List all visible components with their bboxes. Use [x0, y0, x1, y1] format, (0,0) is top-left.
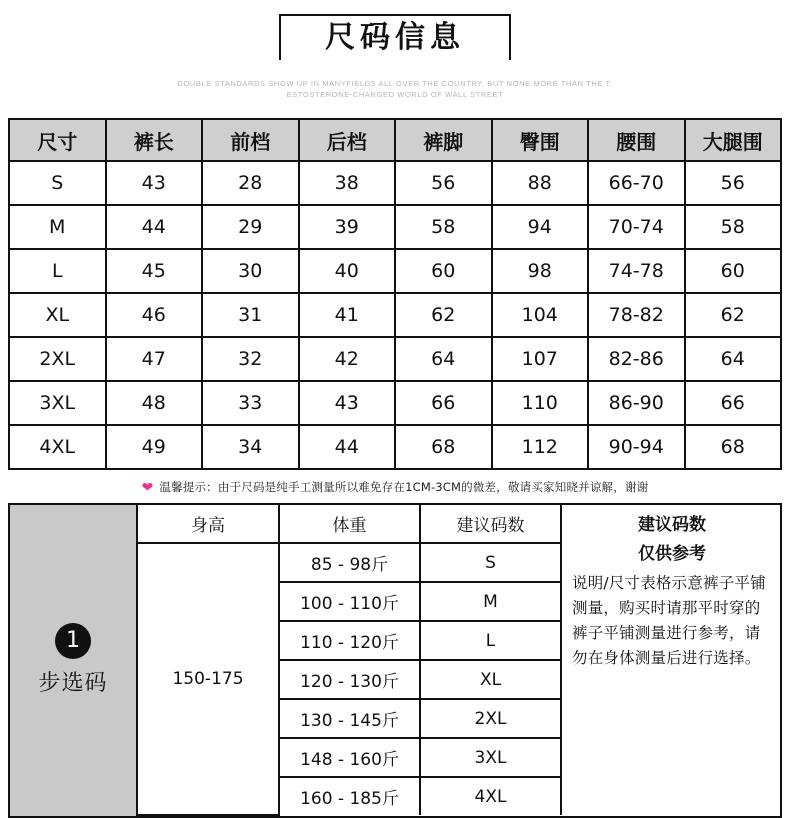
step-number-badge: 1 — [55, 623, 91, 659]
cell-back-rise: 39 — [299, 205, 396, 249]
size-table-header-row — [9, 119, 781, 161]
cell-hip: 98 — [492, 249, 589, 293]
note-body-text: 说明/尺寸表格示意裤子平铺测量，购买时请那平时穿的裤子平铺测量进行参考，请勿在身体测量后进行选择。 — [572, 574, 766, 667]
table-row — [138, 543, 561, 582]
cell-waist: 90-94 — [588, 425, 685, 469]
cell-size: L — [9, 249, 106, 293]
size-col-header-thigh: 大腿围 — [685, 119, 782, 161]
cell-cuff: 64 — [395, 337, 492, 381]
cell-front-rise: 33 — [202, 381, 299, 425]
cell-length: 48 — [106, 381, 203, 425]
cell-length: 49 — [106, 425, 203, 469]
cell-size: XL — [9, 293, 106, 337]
cell-hip: 107 — [492, 337, 589, 381]
cell-waist: 82-86 — [588, 337, 685, 381]
cell-back-rise: 44 — [299, 425, 396, 469]
cell-length: 45 — [106, 249, 203, 293]
title-top-rule — [279, 14, 511, 16]
step-label: 步选码 — [38, 670, 108, 696]
cell-front-rise: 28 — [202, 161, 299, 205]
cell-back-rise: 43 — [299, 381, 396, 425]
cell-length: 44 — [106, 205, 203, 249]
table-row — [9, 425, 781, 469]
cell-hip: 94 — [492, 205, 589, 249]
note-title-line-1: 建议码数 — [638, 515, 706, 535]
cell-thigh: 60 — [685, 249, 782, 293]
cell-length: 47 — [106, 337, 203, 381]
cell-weight-range: 85 - 98斤 — [279, 543, 420, 582]
recommendation-block — [8, 503, 782, 818]
cell-thigh: 68 — [685, 425, 782, 469]
size-table-container — [0, 118, 790, 470]
size-col-header-size: 尺寸 — [9, 119, 106, 161]
subtitle-line-2: ESTOSTERONE-CHARGED WORLD OF WALL STREET — [286, 90, 504, 99]
measurement-tip — [0, 479, 790, 495]
cell-recommended-size: S — [420, 543, 561, 582]
cell-weight-range: 120 - 130斤 — [279, 660, 420, 699]
size-col-header-back-rise: 后档 — [299, 119, 396, 161]
cell-weight-range: 160 - 185斤 — [279, 777, 420, 815]
size-table — [8, 118, 782, 470]
cell-hip: 88 — [492, 161, 589, 205]
size-col-header-cuff: 裤脚 — [395, 119, 492, 161]
cell-front-rise: 34 — [202, 425, 299, 469]
table-row — [9, 249, 781, 293]
cell-waist: 78-82 — [588, 293, 685, 337]
cell-size: 4XL — [9, 425, 106, 469]
table-row — [9, 293, 781, 337]
size-col-header-length: 裤长 — [106, 119, 203, 161]
cell-weight-range: 110 - 120斤 — [279, 621, 420, 660]
heart-icon: ❤ — [141, 479, 154, 495]
cell-back-rise: 42 — [299, 337, 396, 381]
step-column — [10, 505, 138, 816]
page-title: 尺码信息 — [325, 20, 465, 55]
weight-table-header-row — [138, 505, 561, 543]
cell-length: 43 — [106, 161, 203, 205]
cell-weight-range: 100 - 110斤 — [279, 582, 420, 621]
cell-thigh: 64 — [685, 337, 782, 381]
cell-cuff: 56 — [395, 161, 492, 205]
size-col-header-waist: 腰围 — [588, 119, 685, 161]
title-frame — [279, 14, 511, 68]
note-column — [562, 505, 782, 816]
cell-back-rise: 38 — [299, 161, 396, 205]
subtitle-line-1: DOUBLE STANDARDS SHOW UP IN MANYFIELDS ALL OVER THE COUNTRY, BUT NONE MORE THAN THE T. — [177, 79, 613, 88]
cell-recommended-size: 3XL — [420, 738, 561, 777]
cell-front-rise: 31 — [202, 293, 299, 337]
page-subtitle — [0, 78, 790, 100]
size-col-header-front-rise: 前档 — [202, 119, 299, 161]
weight-col-header-weight: 体重 — [279, 505, 420, 543]
table-row — [9, 337, 781, 381]
cell-waist: 74-78 — [588, 249, 685, 293]
size-col-header-hip: 臀围 — [492, 119, 589, 161]
table-row — [9, 205, 781, 249]
measurement-tip-text: 温馨提示：由于尺码是纯手工测量所以难免存在1CM-3CM的微差，敬请买家知晓并谅解，谢谢 — [159, 480, 649, 494]
cell-waist: 70-74 — [588, 205, 685, 249]
cell-hip: 104 — [492, 293, 589, 337]
cell-recommended-size: 2XL — [420, 699, 561, 738]
cell-front-rise: 32 — [202, 337, 299, 381]
cell-waist: 66-70 — [588, 161, 685, 205]
cell-weight-range: 130 - 145斤 — [279, 699, 420, 738]
cell-height-range: 150-175 — [138, 543, 279, 815]
table-row — [9, 161, 781, 205]
cell-cuff: 62 — [395, 293, 492, 337]
cell-thigh: 62 — [685, 293, 782, 337]
weight-col-header-height: 身高 — [138, 505, 279, 543]
cell-front-rise: 30 — [202, 249, 299, 293]
note-title-line-2: 仅供参考 — [638, 544, 706, 564]
cell-size: S — [9, 161, 106, 205]
cell-size: M — [9, 205, 106, 249]
cell-hip: 112 — [492, 425, 589, 469]
cell-recommended-size: M — [420, 582, 561, 621]
cell-recommended-size: XL — [420, 660, 561, 699]
weight-table-container — [138, 505, 562, 816]
cell-thigh: 66 — [685, 381, 782, 425]
cell-front-rise: 29 — [202, 205, 299, 249]
table-row — [9, 381, 781, 425]
cell-hip: 110 — [492, 381, 589, 425]
weight-col-header-size: 建议码数 — [420, 505, 561, 543]
cell-weight-range: 148 - 160斤 — [279, 738, 420, 777]
cell-size: 2XL — [9, 337, 106, 381]
cell-thigh: 58 — [685, 205, 782, 249]
weight-recommendation-table — [138, 505, 562, 816]
cell-cuff: 66 — [395, 381, 492, 425]
cell-cuff: 60 — [395, 249, 492, 293]
cell-cuff: 58 — [395, 205, 492, 249]
cell-cuff: 68 — [395, 425, 492, 469]
cell-length: 46 — [106, 293, 203, 337]
cell-waist: 86-90 — [588, 381, 685, 425]
cell-recommended-size: 4XL — [420, 777, 561, 815]
cell-thigh: 56 — [685, 161, 782, 205]
cell-size: 3XL — [9, 381, 106, 425]
cell-back-rise: 41 — [299, 293, 396, 337]
cell-recommended-size: L — [420, 621, 561, 660]
cell-back-rise: 40 — [299, 249, 396, 293]
page-header — [0, 0, 790, 100]
